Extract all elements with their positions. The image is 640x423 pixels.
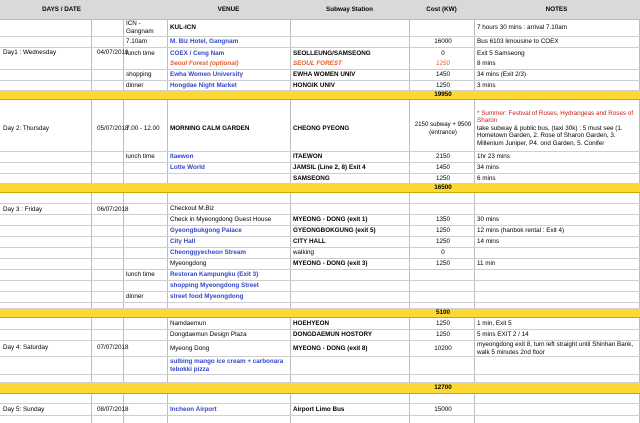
- spacer-row: [0, 375, 640, 383]
- time-cell: lunch time: [126, 49, 155, 57]
- day-total-row: [0, 184, 640, 193]
- subway-cell: walking: [293, 249, 314, 257]
- cost-cell: 1250: [435, 331, 450, 339]
- table-row: [0, 248, 640, 259]
- day-label: Day 3 : Friday: [3, 205, 43, 213]
- subway-cell: SEOLLEUNG/SAMSEONG: [293, 49, 371, 57]
- notes-cell: 30 mins: [477, 216, 500, 224]
- subway-cell: MYEONG - DONG (exit 8): [293, 344, 368, 352]
- day-total-cost: 12700: [434, 384, 452, 392]
- cost-cell: 0: [441, 49, 445, 57]
- table-row: [0, 292, 640, 303]
- header-venue: VENUE: [217, 6, 240, 13]
- table-row: [0, 341, 640, 357]
- notes-cell: 8 mins: [477, 60, 496, 68]
- notes-cell: 5 mins EXIT 2 / 14: [477, 331, 529, 339]
- notes-cell: Bus 6103 limousine to COEX: [477, 38, 559, 46]
- cost-cell: 1250: [435, 320, 450, 328]
- header-row: [0, 0, 640, 20]
- cost-cell: 1250: [435, 174, 450, 182]
- table-row: [0, 19, 640, 37]
- venue-cell: Checkout M.Biz: [170, 205, 215, 213]
- venue-cell: Hongdae Night Market: [170, 81, 237, 89]
- table-row: [0, 226, 640, 237]
- day-total-row: [0, 309, 640, 318]
- table-row: [0, 37, 640, 48]
- subway-cell: HONGIK UNIV: [293, 81, 335, 89]
- notes-cell: 34 mins (Exit 2/3): [477, 71, 526, 79]
- notes-cell: 1hr 23 mins: [477, 153, 510, 161]
- table-row: [0, 404, 640, 416]
- day-label: Day 2: Thursday: [3, 125, 50, 133]
- venue-cell: Seoul Forest (optional): [170, 60, 239, 68]
- venue-cell: sulbing mango ice cream + carbonara tebokki pizza: [170, 358, 284, 373]
- spacer-row: [0, 193, 640, 204]
- venue-cell: street food Myeongdong: [170, 293, 244, 301]
- spacer-row: [0, 394, 640, 404]
- subway-cell: JAMSIL (Line 2, 8) Exit 4: [293, 164, 366, 172]
- cost-cell: 16000: [434, 38, 452, 46]
- time-cell: lunch time: [126, 153, 155, 161]
- venue-cell: Incheon Airport: [170, 405, 217, 413]
- notes-cell: 7 hours 30 mins : arrival 7.10am: [477, 23, 567, 31]
- table-row: [0, 270, 640, 281]
- venue-cell: Namdaemun: [170, 320, 207, 328]
- day-label: Day1 : Wednesday: [3, 49, 57, 57]
- cost-cell: 2150 subway + 9500 (entrance): [414, 121, 472, 136]
- venue-cell: KUL-ICN: [170, 23, 196, 31]
- subway-cell: SAMSEONG: [293, 174, 330, 182]
- day-date: 05/07/2018: [97, 125, 129, 133]
- cost-cell: 1250: [435, 227, 450, 235]
- subway-cell: Airport Limo Bus: [293, 405, 345, 413]
- table-row: [0, 152, 640, 163]
- notes-cell: myeongdong exit 8, turn left straight until Shinhan Bank, walk 5 minutes 2nd floor: [477, 341, 634, 356]
- table-row: [0, 70, 640, 81]
- day-label: Day 5: Sunday: [3, 406, 45, 414]
- venue-cell: Gyeongbukgong Palace: [170, 227, 242, 235]
- subway-cell: MYEONG - DONG (exit 3): [293, 260, 368, 268]
- subway-cell: EWHA WOMEN UNIV: [293, 71, 356, 79]
- header-days: DAYS / DATE: [42, 6, 81, 13]
- header-cost: Cost (KW): [426, 6, 457, 13]
- time-cell: ICN - Gangnam: [126, 20, 154, 35]
- subway-cell: MYEONG - DONG (exit 1): [293, 216, 368, 224]
- subway-cell: GYEONGBOKGUNG (exit 5): [293, 227, 376, 235]
- day-date: 06/07/2018: [97, 205, 129, 213]
- table-row: [0, 259, 640, 270]
- cost-cell: 1350: [435, 216, 450, 224]
- cost-cell: 1250: [435, 260, 450, 268]
- venue-cell: M. Biz Hotel, Gangnam: [170, 38, 239, 46]
- venue-cell: Cheonggyecheon Stream: [170, 249, 246, 257]
- venue-cell: Check in Myeongdong Guest House: [170, 216, 272, 224]
- subway-cell: DONGDAEMUN HOSTORY: [293, 331, 373, 339]
- table-row: [0, 215, 640, 226]
- cost-cell: 10200: [434, 344, 452, 352]
- venue-cell: Myeongdong: [170, 260, 207, 268]
- festival-note: * Summer: Festival of Roses, Hydrangeas and Roses of Sharon: [477, 109, 634, 125]
- table-row: [0, 357, 640, 375]
- time-cell: dinner: [126, 81, 144, 89]
- day-total-cost: 19950: [434, 91, 452, 99]
- venue-cell: Restoran Kampungku (Exit 3): [170, 271, 259, 279]
- time-cell: 7.00 - 12.00: [126, 124, 160, 132]
- venue-cell: COEX / Ceng Nam: [170, 49, 225, 57]
- notes-cell: 1 min, Exit 5: [477, 320, 512, 328]
- day-label: Day 4: Saturday: [3, 344, 49, 352]
- table-row: [0, 237, 640, 248]
- header-subway: Subway Station: [326, 6, 373, 13]
- notes-cell: 34 mins: [477, 164, 500, 172]
- time-cell: dinner: [126, 293, 144, 301]
- notes-cell: [477, 106, 638, 151]
- table-row: [0, 48, 640, 59]
- day-date: 07/07/2018: [97, 344, 129, 352]
- notes-cell: 3 mins: [477, 81, 496, 89]
- notes-cell: Exit 5 Samseong: [477, 49, 525, 57]
- day-total-cost: 5100: [435, 309, 450, 317]
- time-cell: 7.10am: [126, 38, 148, 46]
- day-total-row: [0, 91, 640, 100]
- table-row: [0, 319, 640, 330]
- table-row: [0, 106, 640, 152]
- table-row: [0, 81, 640, 91]
- subway-cell: ITAEWON: [293, 153, 323, 161]
- spacer-row: [0, 416, 640, 423]
- cost-cell: 1250: [435, 238, 450, 246]
- venue-cell: Dongdaemun Design Plaza: [170, 331, 247, 339]
- venue-cell: Myeong Dong: [170, 344, 210, 352]
- subway-cell: SEOUL FOREST: [293, 60, 342, 68]
- cost-cell: 2150: [435, 153, 450, 161]
- day-date: 04/07/2018: [97, 49, 129, 57]
- cost-cell: 1250: [435, 81, 450, 89]
- notes-cell: 6 mins: [477, 174, 496, 182]
- venue-cell: Lotte World: [170, 164, 205, 172]
- day-date: 08/07/2018: [97, 406, 129, 414]
- table-row: [0, 330, 640, 341]
- venue-cell: City Hall: [170, 238, 196, 246]
- venue-cell: Ewha Women University: [170, 71, 244, 79]
- notes-cell: 12 mins (hanbok rental : Exit 4): [477, 227, 565, 235]
- table-row: [0, 163, 640, 174]
- cost-cell: 0: [441, 249, 445, 257]
- subway-cell: CHEONG PYEONG: [293, 124, 350, 132]
- day-total-cost: 16500: [434, 184, 452, 192]
- time-cell: shopping: [126, 71, 152, 79]
- cost-cell: 1250: [435, 60, 450, 68]
- venue-cell: shopping Myeongdong Street: [170, 282, 259, 290]
- time-cell: lunch time: [126, 271, 155, 279]
- notes-cell: 14 mins: [477, 238, 500, 246]
- cost-cell: 1450: [435, 164, 450, 172]
- subway-cell: CITY HALL: [293, 238, 326, 246]
- header-notes: NOTES: [545, 6, 568, 13]
- venue-cell: MORNING CALM GARDEN: [170, 124, 250, 132]
- subway-cell: HOEHYEON: [293, 320, 330, 328]
- table-row: [0, 59, 640, 70]
- cost-cell: 1450: [435, 71, 450, 79]
- table-row: [0, 174, 640, 184]
- transport-note: take subway & public bus, (taxi 30k) : 5 must see (1. Hometown Garden, 2. Rose of Sharon Garden, 3. Millenium Juniper, P4. ond Garden, 5. Conifer: [477, 124, 623, 147]
- table-row: [0, 204, 640, 215]
- table-row: [0, 281, 640, 292]
- cost-cell: 15000: [434, 405, 452, 413]
- venue-cell: Itaewon: [170, 153, 194, 161]
- notes-cell: 11 min: [477, 260, 496, 268]
- day-total-row: [0, 383, 640, 394]
